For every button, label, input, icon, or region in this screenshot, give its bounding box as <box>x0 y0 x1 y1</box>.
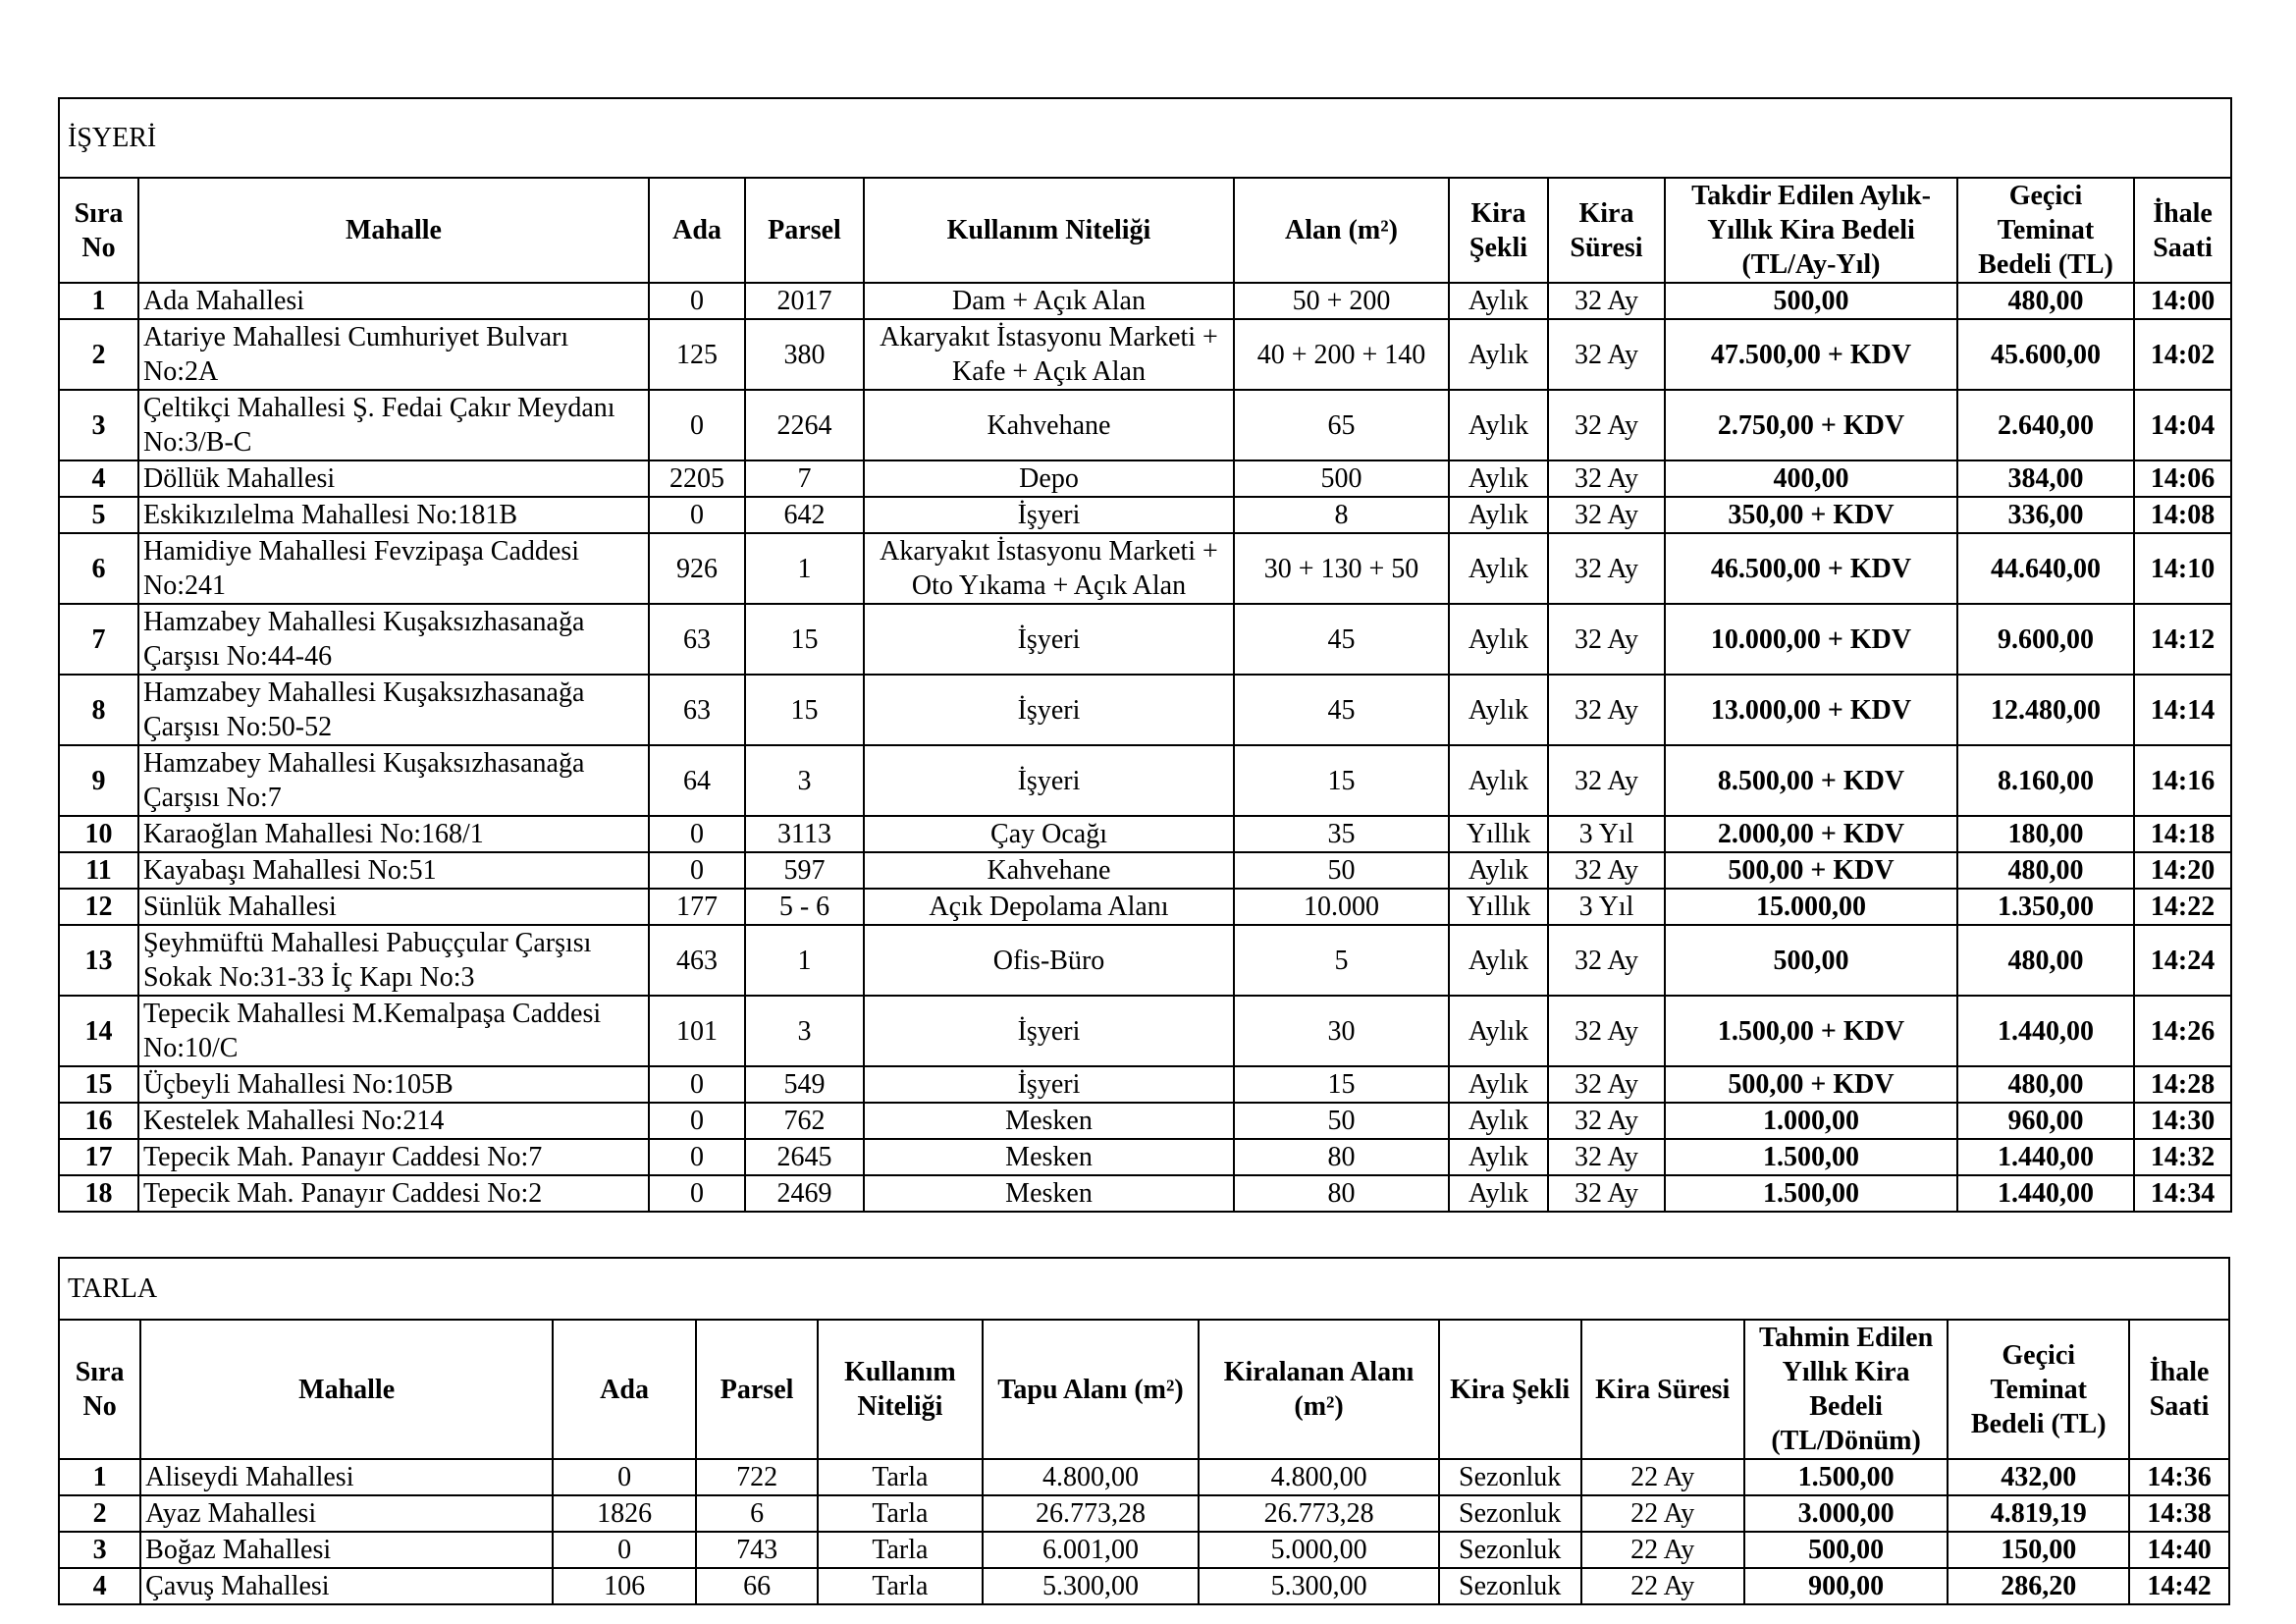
cell-alan: 50 <box>1234 852 1449 889</box>
cell-bedel: 900,00 <box>1744 1568 1948 1604</box>
cell-saat: 14:20 <box>2134 852 2231 889</box>
cell-saat: 14:42 <box>2129 1568 2229 1604</box>
table-row <box>59 852 2231 889</box>
table-row <box>59 1532 2229 1568</box>
cell-kira-suresi: 22 Ay <box>1581 1459 1744 1495</box>
cell-ada: 0 <box>553 1459 696 1495</box>
cell-ada: 64 <box>649 745 745 816</box>
col-saat: İhale Saati <box>2129 1320 2229 1459</box>
table-row <box>59 319 2231 390</box>
cell-teminat: 960,00 <box>1957 1103 2134 1139</box>
section-title: İŞYERİ <box>59 98 2231 178</box>
col-teminat: Geçici Teminat Bedeli (TL) <box>1957 178 2134 283</box>
cell-kira-sekli: Aylık <box>1449 460 1548 497</box>
cell-alan: 10.000 <box>1234 889 1449 925</box>
cell-teminat: 180,00 <box>1957 816 2134 852</box>
cell-kullanim: Tarla <box>818 1532 982 1568</box>
cell-alan: 15 <box>1234 1066 1449 1103</box>
col-kira-sekli: Kira Şekli <box>1449 178 1548 283</box>
col-tapu: Tapu Alanı (m²) <box>983 1320 1200 1459</box>
cell-kira-suresi: 32 Ay <box>1548 1175 1665 1212</box>
cell-mahalle: Tepecik Mah. Panayır Caddesi No:7 <box>138 1139 649 1175</box>
cell-mahalle: Boğaz Mahallesi <box>140 1532 553 1568</box>
cell-saat: 14:28 <box>2134 1066 2231 1103</box>
cell-ada: 0 <box>649 852 745 889</box>
cell-alan: 45 <box>1234 604 1449 675</box>
cell-alan: 15 <box>1234 745 1449 816</box>
col-ada: Ada <box>649 178 745 283</box>
cell-mahalle: Sünlük Mahallesi <box>138 889 649 925</box>
cell-kira-sekli: Aylık <box>1449 852 1548 889</box>
cell-parsel: 3 <box>745 996 864 1066</box>
table-row <box>59 533 2231 604</box>
cell-alan: 30 + 130 + 50 <box>1234 533 1449 604</box>
cell-parsel: 597 <box>745 852 864 889</box>
cell-parsel: 15 <box>745 675 864 745</box>
cell-sira: 2 <box>59 1495 140 1532</box>
cell-parsel: 7 <box>745 460 864 497</box>
cell-teminat: 1.350,00 <box>1957 889 2134 925</box>
cell-teminat: 480,00 <box>1957 852 2134 889</box>
cell-teminat: 4.819,19 <box>1948 1495 2129 1532</box>
cell-kira-sekli: Sezonluk <box>1439 1568 1581 1604</box>
cell-saat: 14:26 <box>2134 996 2231 1066</box>
cell-sira: 4 <box>59 460 138 497</box>
cell-kira-suresi: 32 Ay <box>1548 675 1665 745</box>
cell-ada: 0 <box>649 1175 745 1212</box>
cell-sira: 8 <box>59 675 138 745</box>
cell-bedel: 1.500,00 <box>1665 1139 1957 1175</box>
cell-mahalle: Döllük Mahallesi <box>138 460 649 497</box>
cell-mahalle: Ada Mahallesi <box>138 283 649 319</box>
cell-ada: 106 <box>553 1568 696 1604</box>
cell-bedel: 400,00 <box>1665 460 1957 497</box>
cell-teminat: 150,00 <box>1948 1532 2129 1568</box>
cell-alan: 80 <box>1234 1175 1449 1212</box>
cell-ada: 63 <box>649 604 745 675</box>
cell-ada: 926 <box>649 533 745 604</box>
cell-kira-suresi: 32 Ay <box>1548 283 1665 319</box>
cell-teminat: 1.440,00 <box>1957 1175 2134 1212</box>
cell-bedel: 46.500,00 + KDV <box>1665 533 1957 604</box>
table-row <box>59 1459 2229 1495</box>
col-bedel: Tahmin Edilen Yıllık Kira Bedeli (TL/Dönüm) <box>1744 1320 1948 1459</box>
cell-parsel: 2645 <box>745 1139 864 1175</box>
cell-teminat: 1.440,00 <box>1957 996 2134 1066</box>
cell-sira: 4 <box>59 1568 140 1604</box>
cell-sira: 17 <box>59 1139 138 1175</box>
col-kullanim: Kullanım Niteliği <box>818 1320 982 1459</box>
col-kiralanan: Kiralanan Alanı (m²) <box>1199 1320 1438 1459</box>
cell-kira-suresi: 32 Ay <box>1548 604 1665 675</box>
cell-kira-suresi: 22 Ay <box>1581 1495 1744 1532</box>
table-row <box>59 996 2231 1066</box>
cell-kullanim: Tarla <box>818 1568 982 1604</box>
cell-parsel: 1 <box>745 533 864 604</box>
cell-parsel: 743 <box>696 1532 818 1568</box>
cell-kira-sekli: Aylık <box>1449 319 1548 390</box>
cell-sira: 3 <box>59 390 138 460</box>
cell-kullanim: Akaryakıt İstasyonu Marketi + Oto Yıkama + Açık Alan <box>864 533 1234 604</box>
cell-kiralanan: 4.800,00 <box>1199 1459 1438 1495</box>
cell-bedel: 10.000,00 + KDV <box>1665 604 1957 675</box>
cell-alan: 30 <box>1234 996 1449 1066</box>
cell-mahalle: Çeltikçi Mahallesi Ş. Fedai Çakır Meydanı No:3/B-C <box>138 390 649 460</box>
cell-parsel: 722 <box>696 1459 818 1495</box>
cell-mahalle: Hamzabey Mahallesi Kuşaksızhasanağa Çarşısı No:7 <box>138 745 649 816</box>
cell-alan: 80 <box>1234 1139 1449 1175</box>
cell-kira-suresi: 22 Ay <box>1581 1532 1744 1568</box>
cell-kira-suresi: 22 Ay <box>1581 1568 1744 1604</box>
cell-kullanim: Depo <box>864 460 1234 497</box>
cell-mahalle: Hamzabey Mahallesi Kuşaksızhasanağa Çarşısı No:50-52 <box>138 675 649 745</box>
cell-ada: 101 <box>649 996 745 1066</box>
cell-kiralanan: 5.000,00 <box>1199 1532 1438 1568</box>
isyeri-table <box>58 97 2232 1213</box>
cell-kullanim: Dam + Açık Alan <box>864 283 1234 319</box>
header-row <box>59 1320 2229 1459</box>
cell-kira-sekli: Aylık <box>1449 675 1548 745</box>
col-ada: Ada <box>553 1320 696 1459</box>
header-row <box>59 178 2231 283</box>
cell-sira: 7 <box>59 604 138 675</box>
cell-parsel: 1 <box>745 925 864 996</box>
cell-kullanim: İşyeri <box>864 675 1234 745</box>
cell-mahalle: Tepecik Mah. Panayır Caddesi No:2 <box>138 1175 649 1212</box>
cell-teminat: 480,00 <box>1957 1066 2134 1103</box>
table-row <box>59 1568 2229 1604</box>
cell-teminat: 480,00 <box>1957 283 2134 319</box>
cell-kira-suresi: 32 Ay <box>1548 745 1665 816</box>
cell-ada: 0 <box>649 816 745 852</box>
cell-kullanim: Tarla <box>818 1459 982 1495</box>
cell-kiralanan: 26.773,28 <box>1199 1495 1438 1532</box>
cell-mahalle: Hamzabey Mahallesi Kuşaksızhasanağa Çarşısı No:44-46 <box>138 604 649 675</box>
cell-tapu: 6.001,00 <box>983 1532 1200 1568</box>
cell-kira-suresi: 32 Ay <box>1548 1139 1665 1175</box>
cell-teminat: 9.600,00 <box>1957 604 2134 675</box>
cell-mahalle: Şeyhmüftü Mahallesi Pabuççular Çarşısı Sokak No:31-33 İç Kapı No:3 <box>138 925 649 996</box>
cell-bedel: 47.500,00 + KDV <box>1665 319 1957 390</box>
cell-alan: 50 + 200 <box>1234 283 1449 319</box>
cell-ada: 0 <box>649 1139 745 1175</box>
col-mahalle: Mahalle <box>138 178 649 283</box>
cell-saat: 14:12 <box>2134 604 2231 675</box>
cell-saat: 14:06 <box>2134 460 2231 497</box>
cell-mahalle: Tepecik Mahallesi M.Kemalpaşa Caddesi No:10/C <box>138 996 649 1066</box>
cell-mahalle: Kayabaşı Mahallesi No:51 <box>138 852 649 889</box>
cell-kira-suresi: 32 Ay <box>1548 497 1665 533</box>
cell-bedel: 350,00 + KDV <box>1665 497 1957 533</box>
cell-saat: 14:02 <box>2134 319 2231 390</box>
cell-teminat: 1.440,00 <box>1957 1139 2134 1175</box>
cell-alan: 500 <box>1234 460 1449 497</box>
cell-sira: 13 <box>59 925 138 996</box>
cell-parsel: 2264 <box>745 390 864 460</box>
cell-teminat: 12.480,00 <box>1957 675 2134 745</box>
cell-kira-sekli: Aylık <box>1449 925 1548 996</box>
cell-kira-suresi: 3 Yıl <box>1548 889 1665 925</box>
col-alan: Alan (m²) <box>1234 178 1449 283</box>
cell-sira: 15 <box>59 1066 138 1103</box>
col-sira: Sıra No <box>59 178 138 283</box>
cell-kullanim: İşyeri <box>864 497 1234 533</box>
cell-parsel: 642 <box>745 497 864 533</box>
cell-mahalle: Hamidiye Mahallesi Fevzipaşa Caddesi No:241 <box>138 533 649 604</box>
cell-kullanim: Kahvehane <box>864 390 1234 460</box>
col-sira: Sıra No <box>59 1320 140 1459</box>
cell-teminat: 336,00 <box>1957 497 2134 533</box>
cell-parsel: 15 <box>745 604 864 675</box>
cell-bedel: 3.000,00 <box>1744 1495 1948 1532</box>
cell-ada: 177 <box>649 889 745 925</box>
cell-sira: 6 <box>59 533 138 604</box>
table-row <box>59 1103 2231 1139</box>
cell-kullanim: Açık Depolama Alanı <box>864 889 1234 925</box>
cell-bedel: 2.000,00 + KDV <box>1665 816 1957 852</box>
col-teminat: Geçici Teminat Bedeli (TL) <box>1948 1320 2129 1459</box>
cell-kira-suresi: 32 Ay <box>1548 996 1665 1066</box>
cell-kira-sekli: Aylık <box>1449 533 1548 604</box>
cell-kira-sekli: Aylık <box>1449 996 1548 1066</box>
cell-kira-sekli: Sezonluk <box>1439 1532 1581 1568</box>
cell-alan: 5 <box>1234 925 1449 996</box>
cell-parsel: 5 - 6 <box>745 889 864 925</box>
cell-ada: 1826 <box>553 1495 696 1532</box>
cell-ada: 63 <box>649 675 745 745</box>
cell-tapu: 26.773,28 <box>983 1495 1200 1532</box>
table-row <box>59 497 2231 533</box>
cell-bedel: 2.750,00 + KDV <box>1665 390 1957 460</box>
cell-kullanim: Ofis-Büro <box>864 925 1234 996</box>
cell-bedel: 500,00 + KDV <box>1665 852 1957 889</box>
col-kira-suresi: Kira Süresi <box>1548 178 1665 283</box>
cell-saat: 14:00 <box>2134 283 2231 319</box>
cell-sira: 16 <box>59 1103 138 1139</box>
cell-sira: 1 <box>59 1459 140 1495</box>
cell-kullanim: Akaryakıt İstasyonu Marketi + Kafe + Açık Alan <box>864 319 1234 390</box>
cell-alan: 45 <box>1234 675 1449 745</box>
cell-ada: 463 <box>649 925 745 996</box>
cell-kira-suresi: 32 Ay <box>1548 390 1665 460</box>
table-row <box>59 1495 2229 1532</box>
col-kira-suresi: Kira Süresi <box>1581 1320 1744 1459</box>
cell-kullanim: Mesken <box>864 1175 1234 1212</box>
cell-kira-sekli: Yıllık <box>1449 889 1548 925</box>
cell-mahalle: Aliseydi Mahallesi <box>140 1459 553 1495</box>
cell-parsel: 2017 <box>745 283 864 319</box>
cell-teminat: 45.600,00 <box>1957 319 2134 390</box>
section-title: TARLA <box>59 1258 2229 1320</box>
cell-kira-suresi: 32 Ay <box>1548 1103 1665 1139</box>
col-kullanim: Kullanım Niteliği <box>864 178 1234 283</box>
cell-mahalle: Kestelek Mahallesi No:214 <box>138 1103 649 1139</box>
cell-kira-suresi: 3 Yıl <box>1548 816 1665 852</box>
cell-bedel: 500,00 + KDV <box>1665 1066 1957 1103</box>
cell-alan: 35 <box>1234 816 1449 852</box>
cell-ada: 0 <box>649 497 745 533</box>
cell-mahalle: Eskikızılelma Mahallesi No:181B <box>138 497 649 533</box>
cell-saat: 14:38 <box>2129 1495 2229 1532</box>
cell-kira-sekli: Aylık <box>1449 745 1548 816</box>
cell-saat: 14:04 <box>2134 390 2231 460</box>
cell-kullanim: İşyeri <box>864 1066 1234 1103</box>
cell-kira-sekli: Aylık <box>1449 497 1548 533</box>
cell-kira-sekli: Sezonluk <box>1439 1459 1581 1495</box>
cell-saat: 14:36 <box>2129 1459 2229 1495</box>
table-row <box>59 460 2231 497</box>
cell-saat: 14:34 <box>2134 1175 2231 1212</box>
cell-saat: 14:32 <box>2134 1139 2231 1175</box>
cell-kira-suresi: 32 Ay <box>1548 925 1665 996</box>
cell-sira: 10 <box>59 816 138 852</box>
cell-teminat: 384,00 <box>1957 460 2134 497</box>
cell-mahalle: Çavuş Mahallesi <box>140 1568 553 1604</box>
col-mahalle: Mahalle <box>140 1320 553 1459</box>
cell-kira-sekli: Yıllık <box>1449 816 1548 852</box>
cell-saat: 14:10 <box>2134 533 2231 604</box>
cell-kiralanan: 5.300,00 <box>1199 1568 1438 1604</box>
table-row <box>59 816 2231 852</box>
cell-sira: 11 <box>59 852 138 889</box>
cell-kullanim: İşyeri <box>864 745 1234 816</box>
table-row <box>59 283 2231 319</box>
cell-kira-suresi: 32 Ay <box>1548 533 1665 604</box>
col-bedel: Takdir Edilen Aylık-Yıllık Kira Bedeli (TL/Ay-Yıl) <box>1665 178 1957 283</box>
cell-parsel: 66 <box>696 1568 818 1604</box>
cell-sira: 3 <box>59 1532 140 1568</box>
cell-bedel: 1.500,00 <box>1665 1175 1957 1212</box>
cell-mahalle: Atariye Mahallesi Cumhuriyet Bulvarı No:2A <box>138 319 649 390</box>
cell-parsel: 2469 <box>745 1175 864 1212</box>
cell-kira-sekli: Aylık <box>1449 1103 1548 1139</box>
cell-parsel: 3113 <box>745 816 864 852</box>
cell-kullanim: Kahvehane <box>864 852 1234 889</box>
cell-bedel: 500,00 <box>1665 283 1957 319</box>
cell-ada: 0 <box>649 1103 745 1139</box>
col-kira-sekli: Kira Şekli <box>1439 1320 1581 1459</box>
cell-ada: 125 <box>649 319 745 390</box>
cell-saat: 14:40 <box>2129 1532 2229 1568</box>
cell-teminat: 44.640,00 <box>1957 533 2134 604</box>
cell-alan: 8 <box>1234 497 1449 533</box>
cell-kira-suresi: 32 Ay <box>1548 319 1665 390</box>
table-row <box>59 889 2231 925</box>
cell-sira: 1 <box>59 283 138 319</box>
cell-saat: 14:14 <box>2134 675 2231 745</box>
cell-kira-sekli: Aylık <box>1449 390 1548 460</box>
cell-mahalle: Ayaz Mahallesi <box>140 1495 553 1532</box>
cell-kira-sekli: Sezonluk <box>1439 1495 1581 1532</box>
cell-kullanim: İşyeri <box>864 604 1234 675</box>
cell-bedel: 500,00 <box>1744 1532 1948 1568</box>
cell-kira-suresi: 32 Ay <box>1548 852 1665 889</box>
cell-kullanim: Tarla <box>818 1495 982 1532</box>
cell-parsel: 549 <box>745 1066 864 1103</box>
cell-sira: 14 <box>59 996 138 1066</box>
cell-teminat: 286,20 <box>1948 1568 2129 1604</box>
cell-bedel: 500,00 <box>1665 925 1957 996</box>
cell-bedel: 15.000,00 <box>1665 889 1957 925</box>
cell-sira: 18 <box>59 1175 138 1212</box>
table-row <box>59 1175 2231 1212</box>
cell-bedel: 1.500,00 + KDV <box>1665 996 1957 1066</box>
cell-saat: 14:30 <box>2134 1103 2231 1139</box>
cell-tapu: 4.800,00 <box>983 1459 1200 1495</box>
cell-kira-sekli: Aylık <box>1449 1139 1548 1175</box>
table-row <box>59 675 2231 745</box>
cell-sira: 12 <box>59 889 138 925</box>
cell-teminat: 2.640,00 <box>1957 390 2134 460</box>
cell-parsel: 3 <box>745 745 864 816</box>
cell-sira: 2 <box>59 319 138 390</box>
cell-tapu: 5.300,00 <box>983 1568 1200 1604</box>
table-row <box>59 925 2231 996</box>
cell-kullanim: Mesken <box>864 1103 1234 1139</box>
col-parsel: Parsel <box>696 1320 818 1459</box>
cell-saat: 14:22 <box>2134 889 2231 925</box>
cell-mahalle: Üçbeyli Mahallesi No:105B <box>138 1066 649 1103</box>
cell-kullanim: Mesken <box>864 1139 1234 1175</box>
cell-kira-sekli: Aylık <box>1449 283 1548 319</box>
cell-bedel: 1.000,00 <box>1665 1103 1957 1139</box>
table-row <box>59 1066 2231 1103</box>
cell-kullanim: Çay Ocağı <box>864 816 1234 852</box>
col-parsel: Parsel <box>745 178 864 283</box>
cell-parsel: 380 <box>745 319 864 390</box>
cell-saat: 14:08 <box>2134 497 2231 533</box>
cell-teminat: 8.160,00 <box>1957 745 2134 816</box>
cell-bedel: 13.000,00 + KDV <box>1665 675 1957 745</box>
cell-parsel: 762 <box>745 1103 864 1139</box>
cell-kira-suresi: 32 Ay <box>1548 460 1665 497</box>
cell-kira-sekli: Aylık <box>1449 604 1548 675</box>
cell-alan: 65 <box>1234 390 1449 460</box>
col-saat: İhale Saati <box>2134 178 2231 283</box>
tarla-table <box>58 1257 2230 1605</box>
cell-ada: 2205 <box>649 460 745 497</box>
table-row <box>59 745 2231 816</box>
cell-sira: 9 <box>59 745 138 816</box>
cell-alan: 40 + 200 + 140 <box>1234 319 1449 390</box>
table-row <box>59 604 2231 675</box>
cell-mahalle: Karaoğlan Mahallesi No:168/1 <box>138 816 649 852</box>
cell-sira: 5 <box>59 497 138 533</box>
cell-ada: 0 <box>649 283 745 319</box>
cell-teminat: 480,00 <box>1957 925 2134 996</box>
cell-ada: 0 <box>553 1532 696 1568</box>
cell-bedel: 1.500,00 <box>1744 1459 1948 1495</box>
cell-parsel: 6 <box>696 1495 818 1532</box>
cell-ada: 0 <box>649 1066 745 1103</box>
cell-bedel: 8.500,00 + KDV <box>1665 745 1957 816</box>
cell-saat: 14:18 <box>2134 816 2231 852</box>
cell-saat: 14:16 <box>2134 745 2231 816</box>
cell-ada: 0 <box>649 390 745 460</box>
table-row <box>59 1139 2231 1175</box>
cell-teminat: 432,00 <box>1948 1459 2129 1495</box>
cell-kira-sekli: Aylık <box>1449 1066 1548 1103</box>
cell-kira-sekli: Aylık <box>1449 1175 1548 1212</box>
cell-alan: 50 <box>1234 1103 1449 1139</box>
cell-kullanim: İşyeri <box>864 996 1234 1066</box>
cell-kira-suresi: 32 Ay <box>1548 1066 1665 1103</box>
table-row <box>59 390 2231 460</box>
cell-saat: 14:24 <box>2134 925 2231 996</box>
